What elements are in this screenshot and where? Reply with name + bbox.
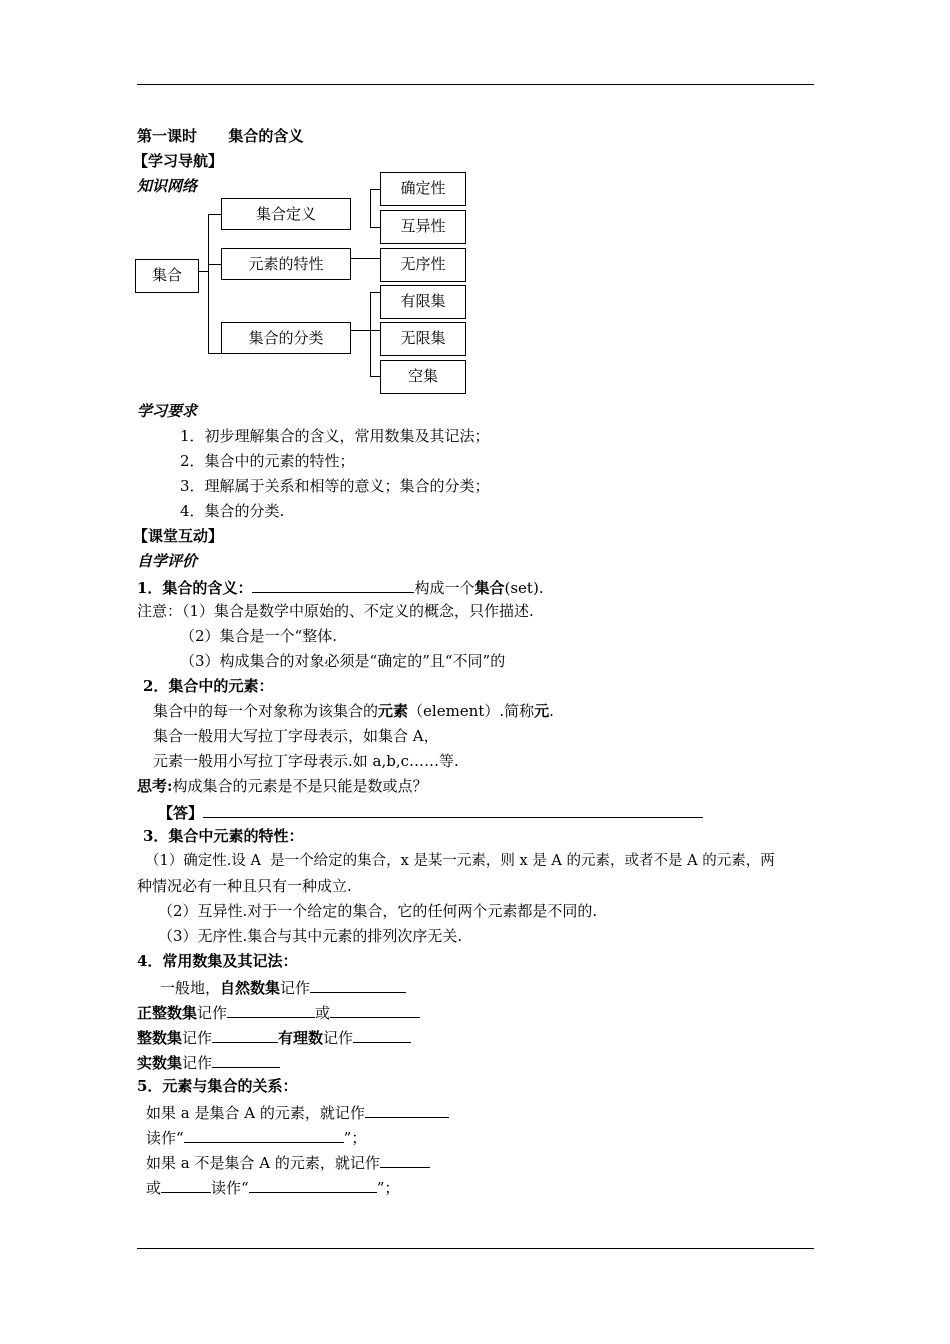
- answer-line: [158, 802, 703, 822]
- note-1: 注意：（1）集合是数学中原始的、不定义的概念，只作描述.: [137, 602, 534, 620]
- connector: [370, 227, 380, 228]
- section-5-line-2: [146, 1127, 366, 1147]
- header-rule: [137, 84, 814, 85]
- term-element: 元素: [378, 702, 409, 720]
- leaf-node-definiteness: 确定性: [380, 172, 466, 206]
- branch-node-classification: 集合的分类: [221, 322, 351, 354]
- term-natural-numbers: 自然数集: [220, 979, 281, 997]
- section-5-line-1: [146, 1102, 449, 1122]
- branch-node-definition: 集合定义: [221, 198, 351, 230]
- text: ”；: [376, 1179, 400, 1197]
- connector: [370, 292, 380, 293]
- fill-blank[interactable]: [212, 1027, 278, 1043]
- requirement-item: 3．理解属于关系和相等的意义；集合的分类；: [180, 477, 490, 495]
- connector: [370, 292, 371, 376]
- connector: [370, 189, 380, 190]
- section-3-heading: 3．集合中元素的特性：: [143, 827, 304, 845]
- section-4-heading: 4．常用数集及其记法：: [137, 952, 298, 970]
- knowledge-network-label: 知识网络: [137, 177, 198, 195]
- fill-blank[interactable]: [380, 1152, 430, 1168]
- section-5-heading: 5．元素与集合的关系：: [137, 1077, 298, 1095]
- connector: [208, 353, 221, 354]
- connector: [370, 189, 371, 227]
- connector: [199, 271, 208, 272]
- term-real-numbers: 实数集: [137, 1054, 183, 1072]
- connector: [351, 258, 380, 259]
- text: 读作“: [146, 1129, 184, 1147]
- term-set: 集合: [474, 579, 505, 597]
- fill-blank[interactable]: [353, 1027, 411, 1043]
- requirement-item: 2．集合中的元素的特性；: [180, 452, 355, 470]
- connector: [208, 214, 209, 354]
- leaf-node-unorderedness: 无序性: [380, 248, 466, 282]
- section-4-line-3: [137, 1027, 411, 1047]
- fill-blank[interactable]: [330, 1002, 420, 1018]
- fill-blank[interactable]: [310, 977, 406, 993]
- leaf-node-empty-set: 空集: [380, 360, 466, 394]
- self-eval-label: 自学评价: [137, 552, 198, 570]
- connector: [351, 330, 380, 331]
- term-elem-short: 元: [534, 702, 550, 720]
- section-3-p1a: （1）确定性.设 A 是一个给定的集合，x 是某一元素，则 x 是 A 的元素，或者不是 A 的元素，两: [145, 853, 775, 869]
- section-2-line-1: [153, 702, 554, 720]
- root-node: 集合: [135, 259, 199, 293]
- term-positive-integers: 正整数集: [137, 1004, 198, 1022]
- text: 记作: [182, 1029, 213, 1047]
- fill-blank[interactable]: [252, 577, 414, 593]
- note-3: （3）构成集合的对象必须是“确定的”且“不同”的: [180, 652, 506, 670]
- requirement-item: 1．初步理解集合的含义，常用数集及其记法；: [180, 427, 490, 445]
- text: 记作: [182, 1054, 213, 1072]
- lesson-title: 第一课时 集合的含义: [137, 127, 304, 145]
- fill-blank[interactable]: [249, 1177, 377, 1193]
- text: .: [549, 702, 554, 720]
- requirement-item: 4．集合的分类.: [180, 502, 285, 520]
- branch-node-properties: 元素的特性: [221, 248, 351, 280]
- term-rational: 有理数: [278, 1029, 324, 1047]
- fill-blank[interactable]: [184, 1127, 344, 1143]
- classroom-heading: 【课堂互动】: [133, 527, 224, 545]
- text: 记作: [323, 1029, 354, 1047]
- text: ”；: [343, 1129, 367, 1147]
- section-4-line-1: [160, 977, 406, 997]
- section-1-line: [137, 577, 544, 597]
- section-2-line-3: 元素一般用小写拉丁字母表示.如 a,b,c……等.: [153, 752, 459, 770]
- text: 如果 a 是集合 A 的元素，就记作: [146, 1104, 365, 1122]
- text: 一般地，: [160, 979, 221, 997]
- nav-heading: 【学习导航】: [133, 152, 224, 170]
- connector: [208, 214, 221, 215]
- text: 如果 a 不是集合 A 的元素，就记作: [146, 1154, 380, 1172]
- connector: [208, 264, 221, 265]
- think-text: 构成集合的元素是不是只能是数或点？: [172, 777, 428, 795]
- fill-blank[interactable]: [161, 1177, 211, 1193]
- answer-label: 【答】: [158, 804, 204, 822]
- leaf-node-infinite-set: 无限集: [380, 322, 466, 356]
- section-3-p3: （3）无序性.集合与其中元素的排列次序无关.: [158, 927, 463, 945]
- section-2-heading: 2．集合中的元素：: [143, 677, 274, 695]
- text: 记作: [280, 979, 311, 997]
- think-line: [137, 777, 428, 795]
- connector: [370, 376, 380, 377]
- section-3-p1b: 种情况必有一种且只有一种成立.: [137, 877, 352, 895]
- text: （element）.简称: [408, 702, 535, 720]
- fill-blank[interactable]: [227, 1002, 315, 1018]
- section-4-line-2: [137, 1002, 420, 1022]
- text: 或: [146, 1179, 162, 1197]
- section-5-line-3: [146, 1152, 430, 1172]
- section-4-line-4: [137, 1052, 280, 1072]
- requirements-label: 学习要求: [137, 402, 198, 420]
- think-label: 思考:: [137, 777, 173, 795]
- section-2-line-2: 集合一般用大写拉丁字母表示，如集合 A，: [153, 727, 439, 745]
- answer-blank[interactable]: [203, 802, 703, 818]
- section-1-text: 构成一个: [414, 579, 475, 597]
- fill-blank[interactable]: [212, 1052, 280, 1068]
- leaf-node-finite-set: 有限集: [380, 285, 466, 319]
- section-1-heading: 1．集合的含义：: [137, 579, 253, 597]
- section-1-tail: (set).: [504, 579, 544, 597]
- note-2: （2）集合是一个“整体.: [180, 627, 337, 645]
- section-5-line-4: [146, 1177, 399, 1197]
- term-integers: 整数集: [137, 1029, 183, 1047]
- section-3-p2: （2）互异性.对于一个给定的集合，它的任何两个元素都是不同的.: [158, 902, 598, 920]
- text: 或: [315, 1004, 331, 1022]
- text: 集合中的每一个对象称为该集合的: [153, 702, 379, 720]
- text: 记作: [197, 1004, 228, 1022]
- footer-rule: [137, 1248, 814, 1249]
- text: 读作“: [211, 1179, 249, 1197]
- leaf-node-distinctness: 互异性: [380, 210, 466, 244]
- fill-blank[interactable]: [365, 1102, 449, 1118]
